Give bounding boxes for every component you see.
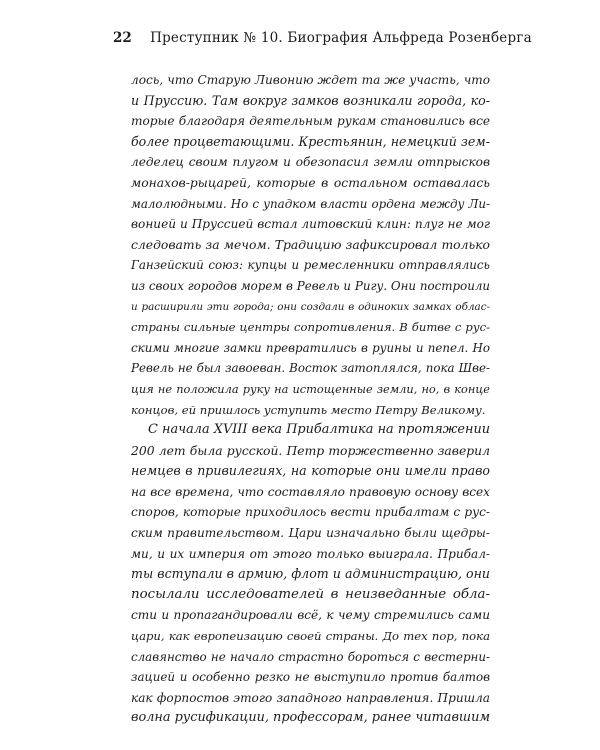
text-line: вонией и Пруссией встал литовский клин: плуг не мог: [131, 217, 490, 232]
text-line: посылали исследователей в неизведанные обла-: [131, 586, 490, 602]
page-number: 22: [113, 30, 132, 46]
text-line: С начала XVIII века Прибалтика на протяжении: [148, 422, 490, 438]
text-line: на все времена, что составляло правовую основу всех: [131, 484, 490, 499]
text-line: лось, что Старую Ливонию ждет та же участь, что: [131, 73, 490, 87]
text-line: ты вступали в армию, флот и администрацию, они: [131, 566, 490, 582]
text-line: концов, ей пришлось уступить место Петру Великому.: [131, 402, 486, 417]
text-line: и расширили эти города; они создали в одиноких замках облас-: [131, 300, 490, 313]
paragraph: [131, 420, 490, 729]
text-line: немцев в привилегиях, на которые они имели право: [131, 463, 490, 479]
running-title: Преступник № 10. Биография Альфреда Розенберга: [150, 30, 532, 46]
paragraph: [131, 70, 490, 420]
text-line: зацией и особенно резко не выступило против балтов: [131, 670, 490, 685]
text-line: страны сильные центры сопротивления. В битве с рус-: [131, 320, 490, 335]
text-line: славянство не начало страстно бороться с вестерни-: [131, 649, 490, 664]
text-line: и Пруссию. Там вокруг замков возникали города, ко-: [131, 92, 490, 108]
text-line: скими многие замки превратились в руины и пепел. Но: [131, 340, 490, 355]
text-line: малолюдными. Но с упадком власти ордена между Ли-: [131, 196, 490, 211]
text-line: цари, как европеизацию своей страны. До тех пор, пока: [131, 629, 490, 644]
text-line: как форпостов этого западного направления. Пришла: [131, 690, 490, 705]
text-line: 200 лет была русской. Петр торжественно заверил: [131, 443, 490, 458]
text-line: споров, которые приходилось вести прибалтам с рус-: [131, 505, 490, 520]
text-line: волна русификации, профессорам, ранее читавшим: [131, 710, 491, 726]
running-header: [113, 30, 560, 50]
text-line: торые благодаря деятельным рукам становились все: [131, 114, 490, 129]
text-line: Ганзейский союз: купцы и ремесленники отправлялись: [131, 258, 490, 273]
body-text: [131, 70, 490, 729]
text-line: из своих городов морем в Ревель и Ригу. Они построили: [131, 278, 490, 293]
text-line: монахов-рыцарей, которые в остальном оставалась: [131, 175, 490, 190]
text-line: Ревель не был завоеван. Восток затоплялся, пока Шве-: [131, 361, 490, 376]
text-line: сти и пропагандировали всё, к чему стремились сами: [131, 608, 490, 623]
text-line: следовать за мечом. Традицию зафиксировал только: [131, 237, 490, 252]
text-line: более процветающими. Крестьянин, немецкий зем-: [131, 133, 490, 149]
text-line: ми, и их империя от этого только выиграла. Прибал-: [131, 546, 490, 561]
text-line: ским правительством. Цари изначально были щедры-: [131, 526, 490, 541]
text-line: ция не положила руку на истощенные земли, но, в конце: [131, 381, 490, 396]
text-line: леделец своим плугом и обезопасил земли отпрысков: [131, 155, 490, 170]
